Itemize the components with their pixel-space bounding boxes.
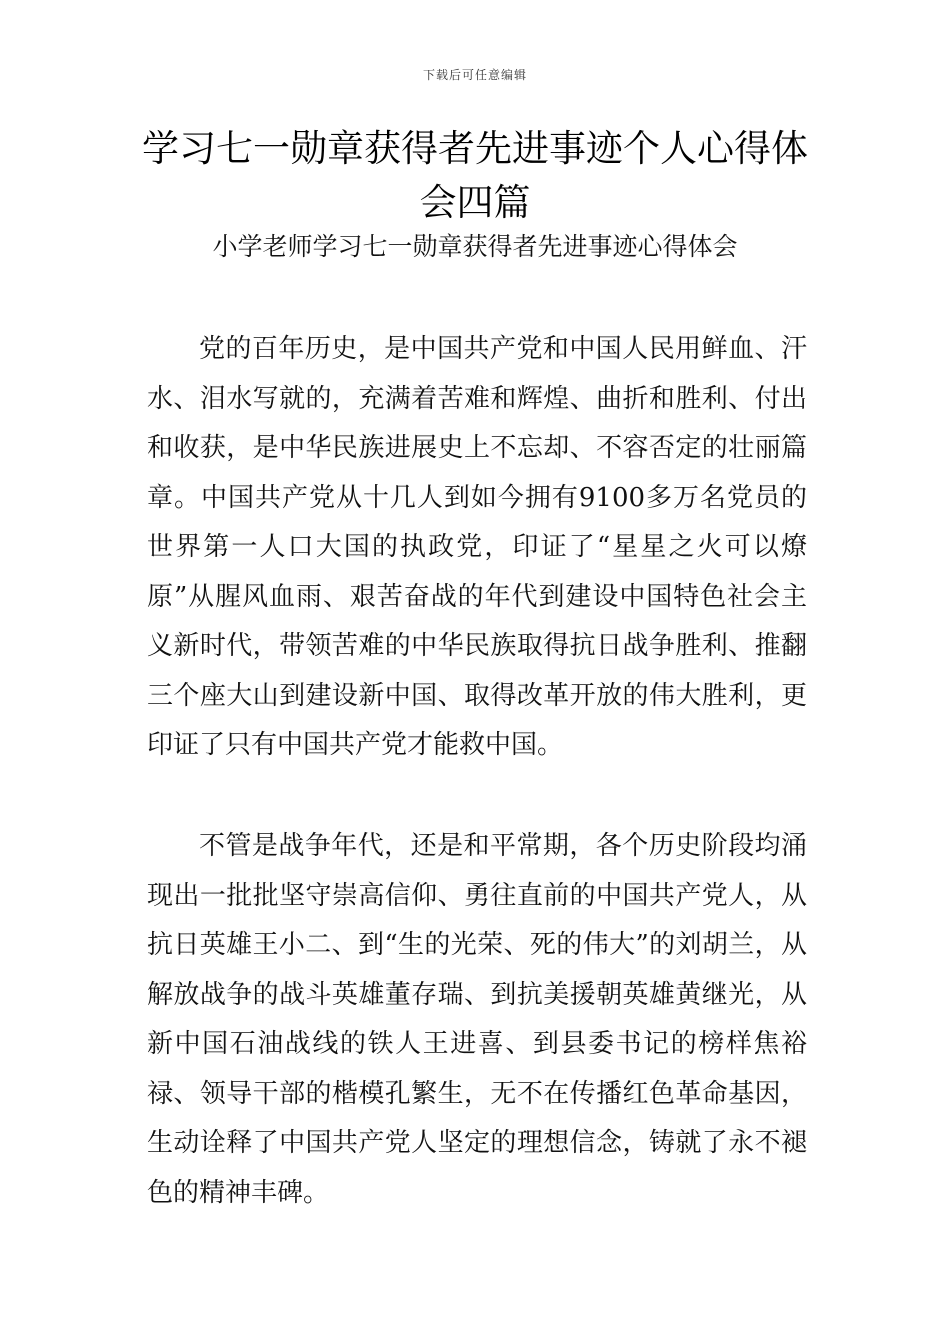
body-paragraph: 党的百年历史，是中国共产党和中国人民用鲜血、汗水、泪水写就的，充满着苦难和辉煌、曲折和胜利、付出和收获，是中华民族进展史上不忘却、不容否定的壮丽篇章。中国共产党从十几人到如今拥有9100多万名党员的世界第一人口大国的执政党，印证了“星星之火可以燎原”从腥风血雨、艰苦奋战的年代到建设中国特色社会主义新时代，带领苦难的中华民族取得抗日战争胜利、推翻三个座大山到建设新中国、取得改革开放的伟大胜利，更印证了只有中国共产党才能救中国。	[147, 334, 807, 760]
body-paragraph: 不管是战争年代，还是和平常期，各个历史阶段均涌现出一批批坚守崇高信仰、勇往直前的中国共产党人，从抗日英雄王小二、到“生的光荣、死的伟大”的刘胡兰，从解放战争的战斗英雄董存瑞、到抗美援朝英雄黄继光，从新中国石油战线的铁人王进喜、到县委书记的榜样焦裕禄、领导干部的楷模孔繁生，无不在传播红色革命基因，生动诠释了中国共产党人坚定的理想信念，铸就了永不褪色的精神丰碑。	[147, 831, 807, 1208]
header-note: 下载后可任意编辑	[422, 68, 527, 82]
document-title: 学习七一勋章获得者先进事迹个人心得体会四篇	[142, 127, 808, 224]
document-subtitle: 小学老师学习七一勋章获得者先进事迹心得体会	[212, 232, 738, 261]
